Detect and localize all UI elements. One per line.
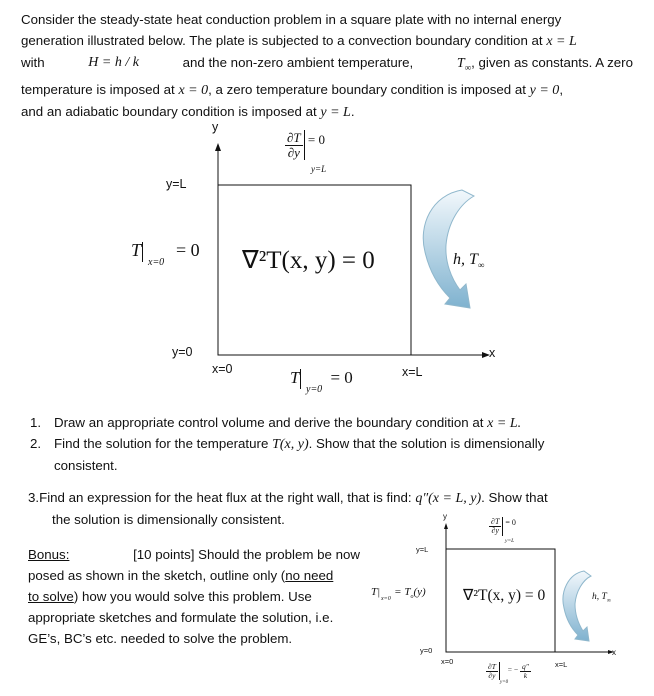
math-T-xy: T(x, y) [272,437,309,452]
eval-bar [300,369,301,389]
math-y-eq-L: y = L [320,104,351,120]
intro-text: generation illustrated below. The plate is subjected to a convection boundary condition at [21,33,543,48]
pde-equation: ∇²T(x, y) = 0 [463,587,546,604]
bottom-bc-q-den: k [523,670,528,680]
intro-text: , a zero temperature boundary condition is imposed at [208,81,526,97]
top-bc-sub: y=L [505,538,515,544]
y-eq-0-label: y=0 [172,345,193,359]
question-2-continued: consistent. [54,458,118,473]
bonus-line-4: appropriate sketches and formulate the solution, i.e. [28,610,334,625]
y-axis-label: y [212,120,219,134]
bottom-bc-num: ∂T [488,661,496,671]
top-bc-den: ∂y [491,526,499,535]
bottom-bc-sub: y=0 [500,680,509,685]
eval-bar [502,517,503,536]
intro-text: and the non-zero ambient temperature, [182,55,414,70]
bonus-text: [10 points] Should the problem be now [133,547,360,562]
bonus-underline: to solve [28,589,74,604]
y-eq-0-label: y=0 [420,646,433,655]
left-bc-value: = T [394,586,411,598]
eval-bar [499,662,500,680]
intro-text: . [350,103,355,119]
left-bc-value: = 0 [176,240,200,260]
math-inf-sub: ∞ [464,62,472,73]
bonus-text: posed as shown in the sketch, outline only ( [28,568,286,583]
x-eq-0-label: x=0 [212,362,233,376]
bonus-text: ) how you would solve this problem. Use [73,589,312,604]
left-bc-T: T [131,240,142,260]
math-x-eq-L: x = L [546,34,577,49]
question-text: . Show that [481,490,548,505]
question-text: Draw an appropriate control volume and derive the boundary condition at [54,415,484,430]
question-2-number: 2. [30,436,42,451]
bottom-bc-den: ∂y [488,670,496,680]
x-eq-L-label: x=L [402,365,423,379]
left-bc-value-sub: o [410,594,414,601]
bottom-bc-value: = 0 [330,368,353,387]
top-bc-2 [489,516,516,544]
y-axis-arrowhead [444,523,448,529]
y-axis-label: y [443,512,447,521]
math-T: T [456,56,465,71]
y-eq-L-label: y=L [166,177,187,191]
eval-bar [304,130,305,160]
left-bc-sub: x=0 [381,596,391,602]
x-eq-L-label: x=L [555,660,568,669]
convection-arrow-icon [563,571,591,641]
left-bc-value-tail: (y) [413,586,426,598]
conv-sub: ∞ [606,597,612,604]
intro-text: and an adiabatic boundary condition is imposed at [21,103,317,119]
bottom-bc [290,368,353,395]
convection-arrow-icon [423,190,474,308]
intro-text: , [559,81,564,97]
math-x-eq-L: x = L. [487,416,522,431]
math-heat-flux: q″(x = L, y) [415,491,482,506]
convection-label [592,592,611,604]
bonus-label: Bonus: [28,547,70,562]
pde-equation: ∇²T(x, y) = 0 [242,247,375,274]
question-text: 3.Find an expression for the heat flux at the right wall, that is find: [28,490,412,505]
math-H-def: H = h / k [88,55,139,70]
question-2-text [54,433,622,455]
intro-text: temperature is imposed at [21,81,175,97]
bonus-line-5: GE’s, BC’s etc. needed to solve the problem. [28,631,293,646]
top-bc-den: ∂y [287,144,300,160]
question-1-number: 1. [30,415,42,430]
bottom-bc-q-num: q″ [521,661,529,671]
y-eq-L-label: y=L [416,545,429,554]
bonus-underline: no need [285,568,334,583]
top-bc-num: ∂T [287,129,301,145]
top-bc-value: = 0 [307,131,325,147]
bottom-bc-eq: = − [507,664,519,674]
question-1-text [54,412,622,434]
top-bc-num: ∂T [491,516,500,526]
top-bc-value: = 0 [505,518,516,528]
math-x-eq-0: x = 0 [178,82,209,98]
left-bc-sub: x=0 [148,257,165,268]
left-bc-2 [371,586,426,600]
convection-label [453,251,484,270]
intro-line-1: Consider the steady-state heat conduction problem in a square plate with no internal energy [21,12,562,27]
top-bc [285,129,327,174]
bottom-bc-T: T [290,368,300,387]
question-text: . Show that the solution is dimensionally [308,436,545,451]
top-bc-sub: y=L [311,164,327,174]
conv-h: h, T [592,592,607,602]
left-bc-T: T| [371,586,381,598]
conv-h: h, T [453,251,478,268]
y-axis-arrowhead [215,143,221,151]
intro-text: , given as constants. A zero [471,55,633,70]
bottom-bc-sub: y=0 [306,384,323,395]
bottom-bc-2 [486,661,531,685]
conv-sub: ∞ [477,260,485,271]
x-axis-label: x [489,346,496,360]
question-3-line-2: the solution is dimensionally consistent. [52,512,285,527]
x-axis-label: x [612,648,616,657]
math-y-eq-0: y = 0 [529,82,560,98]
x-eq-0-label: x=0 [441,657,454,666]
question-text: Find the solution for the temperature [54,436,269,451]
left-bc [131,240,200,268]
eval-bar [142,242,143,262]
intro-text: with [21,55,45,70]
question-list [30,412,630,476]
